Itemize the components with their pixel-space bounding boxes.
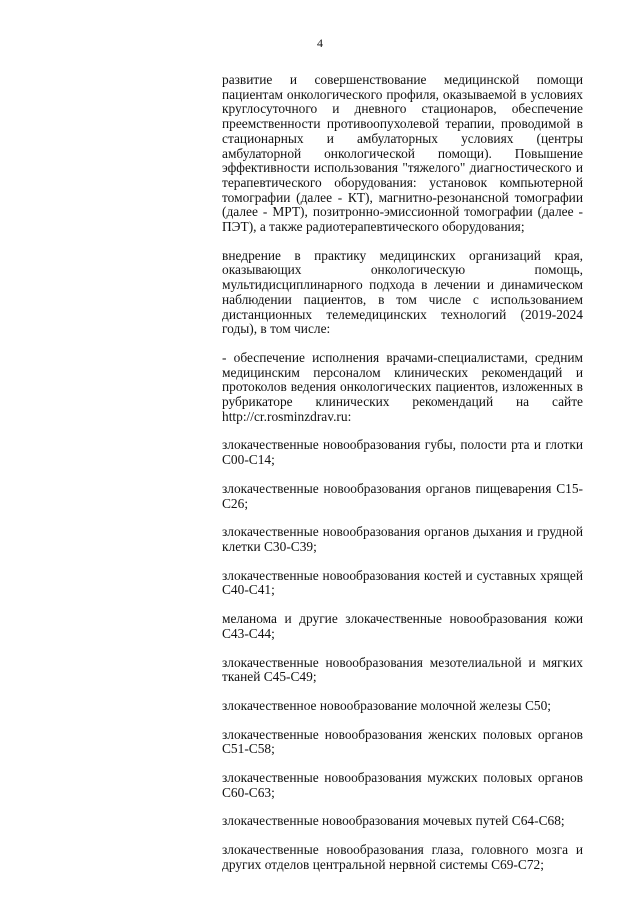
list-item-mesothelial-soft-tissue: злокачественные новообразования мезотелиальной и мягких тканей С45-С49;	[222, 654, 583, 685]
list-item-digestive-organs: злокачественные новообразования органов пищеварения С15-С26;	[222, 480, 583, 511]
list-item-respiratory-organs: злокачественные новообразования органов дыхания и грудной клетки С30-С39;	[222, 524, 583, 554]
list-item-melanoma-skin: меланома и другие злокачественные новообразования кожи С43-С44;	[222, 611, 583, 641]
page-number: 4	[317, 36, 323, 50]
list-item-lip-oral-pharynx: злокачественные новообразования губы, полости рта и глотки С00-С14;	[222, 437, 583, 468]
paragraph-multidisciplinary-approach: внедрение в практику медицинских организаций края, оказывающих онкологическую помощь, мультидисциплинарного подхода в лечении и динамическом наблюдении пациентов, в том числе с использованием дистанционных телемедицинских технологий (2019-2024 годы), в том числе:	[222, 247, 583, 337]
list-item-urinary-tract: злокачественные новообразования мочевых путей С64-С68;	[222, 813, 565, 829]
paragraph-clinical-guidelines: - обеспечение исполнения врачами-специалистами, средним медицинским персоналом клинических рекомендаций и протоколов ведения онкологических пациентов, изложенных в рубрикаторе клинических рекомендаций на сайте http://cr.rosminzdrav.ru:	[222, 349, 583, 424]
list-item-male-genital: злокачественные новообразования мужских половых органов С60-С63;	[222, 770, 583, 800]
list-item-female-genital: злокачественные новообразования женских половых органов С51-С58;	[222, 726, 583, 757]
list-item-breast: злокачественное новообразование молочной железы С50;	[222, 697, 552, 713]
paragraph-medical-care-development: развитие и совершенствование медицинской помощи пациентам онкологического профиля, оказываемой в условиях круглосуточного и дневного стационаров, обеспечение преемственности противоопухолевой терапии, проводимой в стационарных и амбулаторных условиях (центры амбулаторной онкологической помощи). Повышение эффективности использования "тяжелого" диагностического и терапевтического оборудования: установок компьютерной томографии (далее - КТ), магнитно-резонансной томографии (далее - МРТ), позитронно-эмиссионной томографии (далее - ПЭТ), а также радиотерапевтического оборудования;	[222, 72, 583, 235]
body-text	[222, 73, 583, 886]
list-item-bones-cartilage: злокачественные новообразования костей и суставных хрящей С40-С41;	[222, 567, 583, 598]
list-item-eye-brain-cns: злокачественные новообразования глаза, головного мозга и других отделов центральной нервной системы С69-С72;	[222, 842, 583, 872]
